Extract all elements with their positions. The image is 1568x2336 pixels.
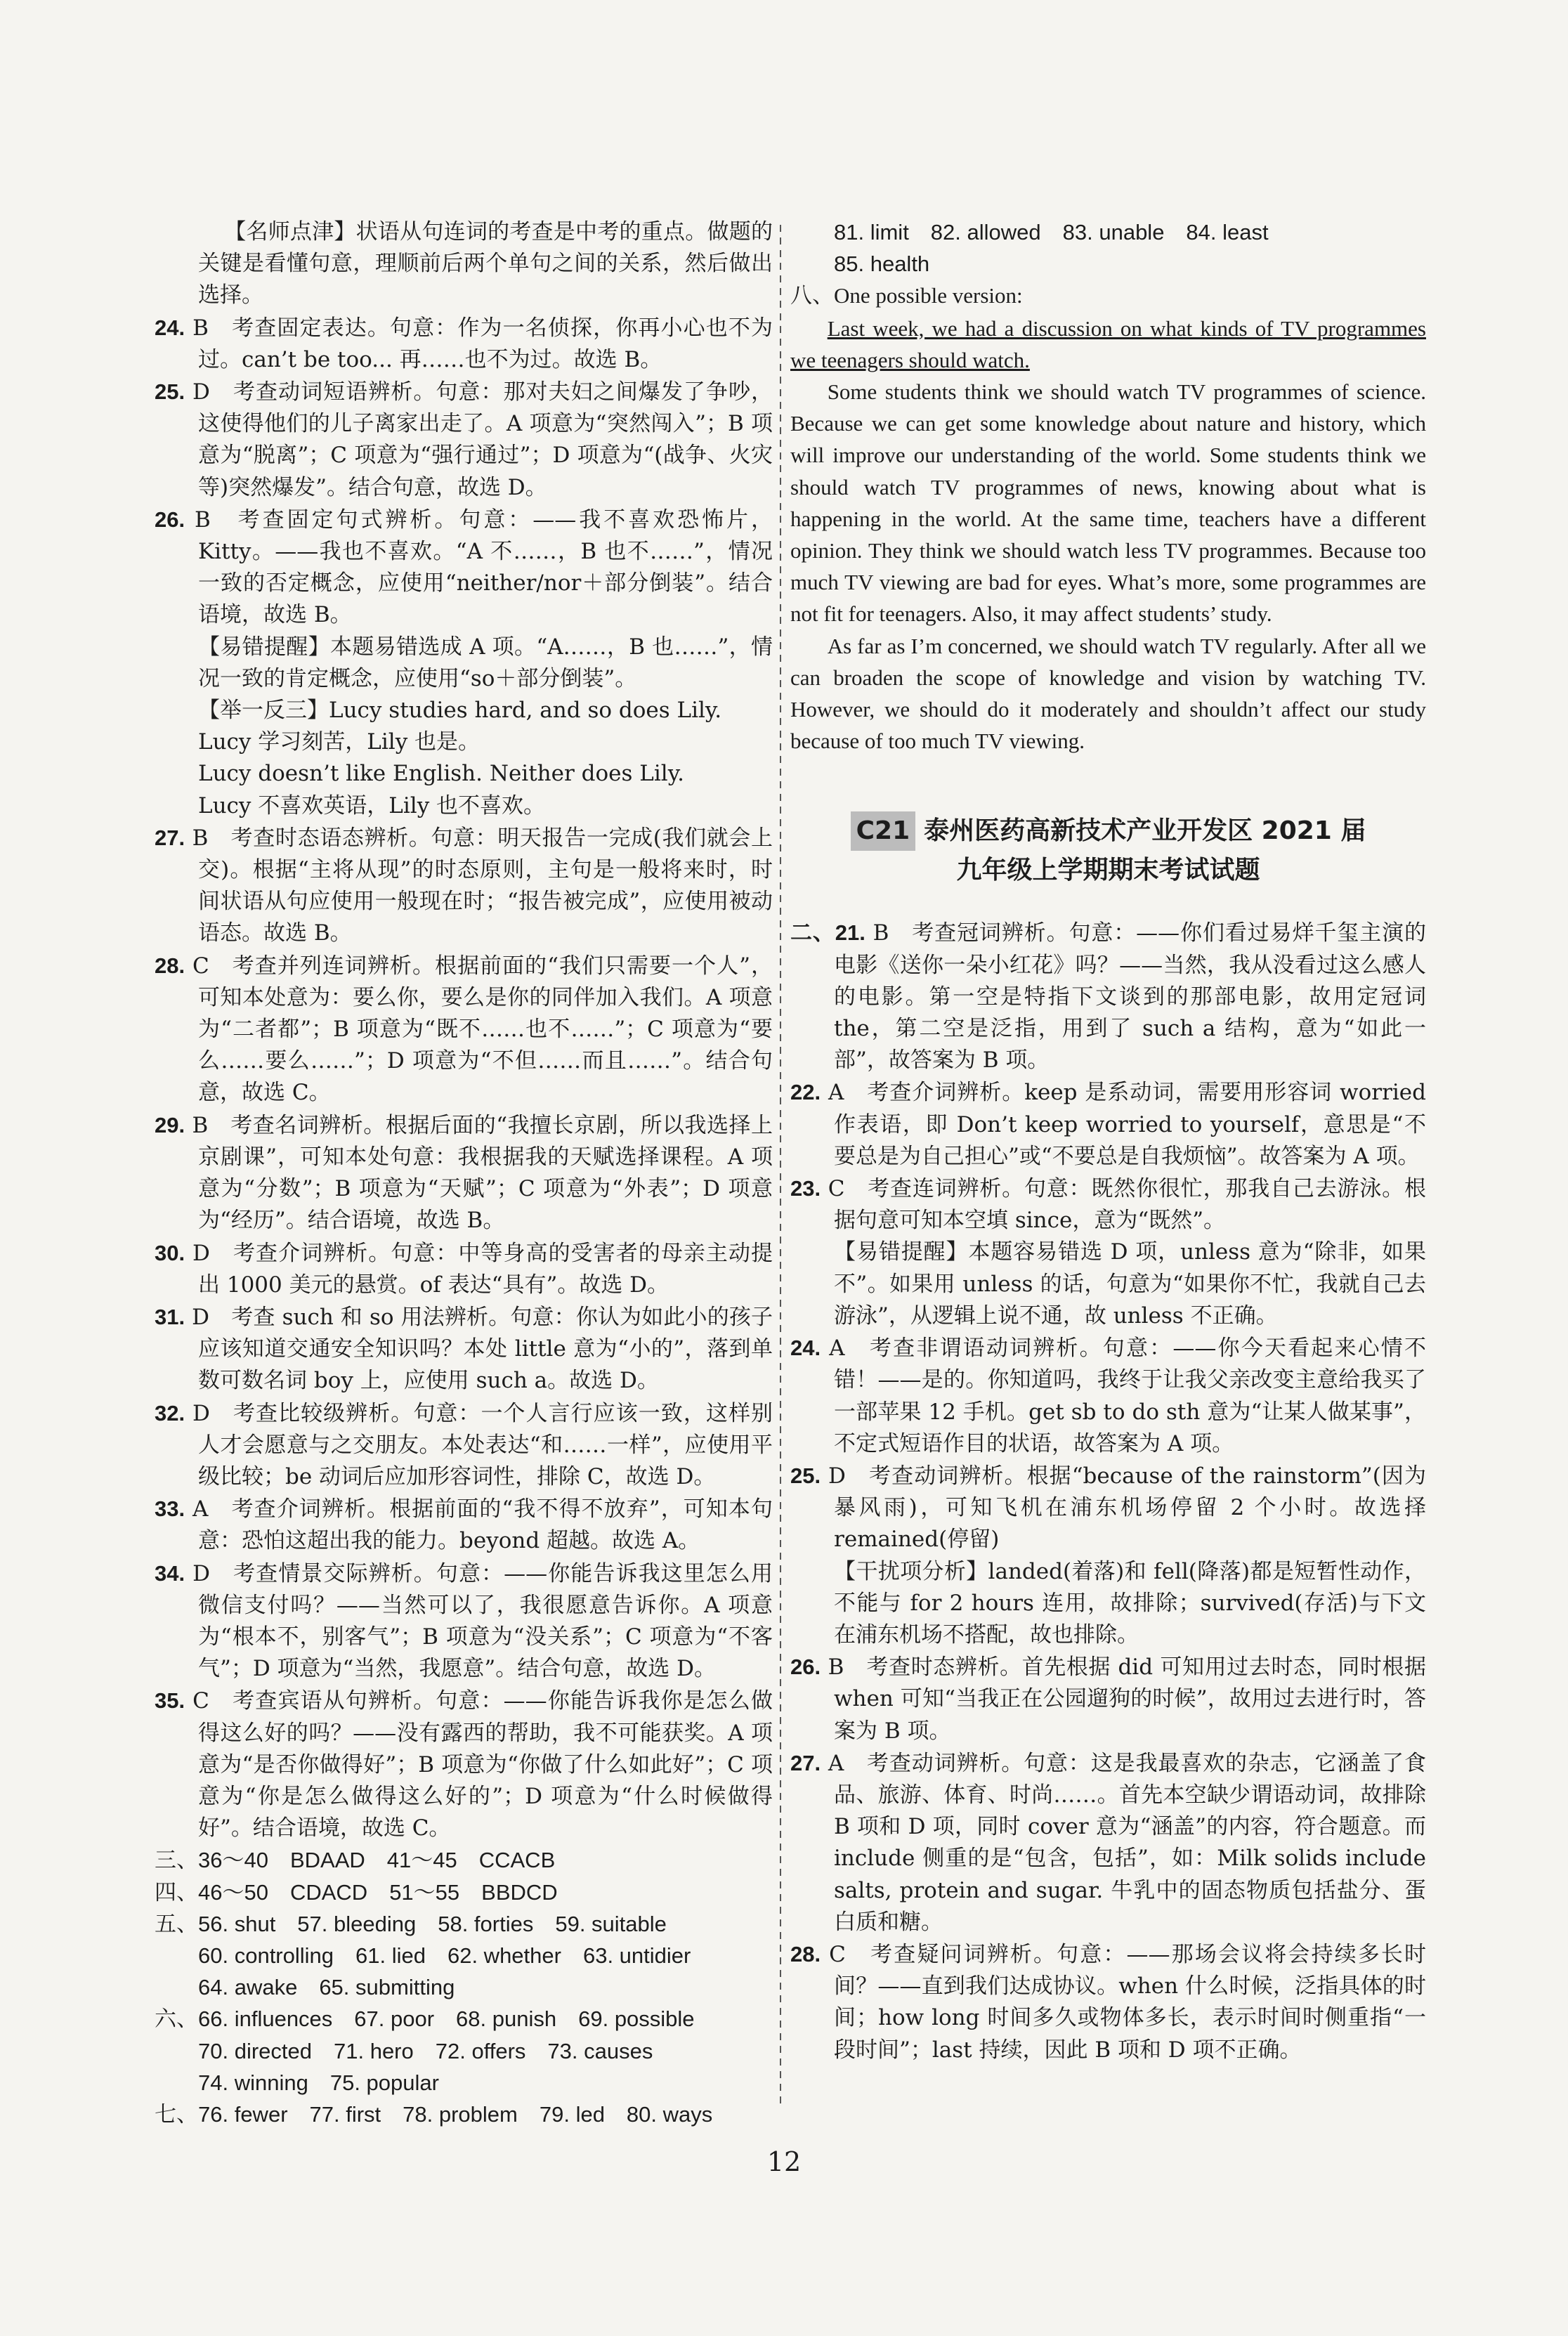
answer-item-30 — [155, 1237, 773, 1301]
example-line-1: Lucy 学习刻苦，Lily 也是。 — [198, 729, 481, 755]
answer-item-34 — [155, 1558, 773, 1685]
item-text: D 考查比较级辨析。句意：一个人言行应该一致，这样别人才会愿意与之交朋友。本处表达“和……一样”，应使用平级比较；be 动词后应加形容词性，排除 C，故选 D。 — [192, 1400, 773, 1489]
teacher-tip: 【名师点津】状语从句连词的考查是中考的重点。做题的关键是看懂句意，理顺前后两个单句之间的关系，然后做出选择。 — [198, 219, 773, 308]
item-text: A 考查介词辨析。keep 是系动词，需要用形容词 worried 作表语，即 Don’t keep worried to yourself，意思是“不要总是为自己担心”或“不要总是自我烦恼”。故答案为 A 项。 — [828, 1080, 1426, 1169]
section-line: 66. influences 67. poor 68. punish 69. possible — [198, 2007, 695, 2032]
item-text: A 考查非谓语动词辨析。句意：——你今天看起来心情不错！——是的。你知道吗，我终于让我父亲改变主意给我买了一部苹果 12 手机。get sb to do sth 意为“让某人做某事”，不定式短语作目的状语，故答案为 A 项。 — [829, 1336, 1426, 1456]
answer-item-24 — [155, 312, 773, 376]
answer-item-32 — [155, 1397, 773, 1494]
distractor-tip-25: 【干扰项分析】landed(着落)和 fell(降落)都是短暂性动作，不能与 for 2 hours 连用，故排除；survived(存活)与下文在浦东机场不搭配，故也排除。 — [834, 1558, 1426, 1647]
example-tip-26: 【举一反三】Lucy studies hard, and so does Lily. — [198, 698, 722, 724]
section-text: 36～40 BDAAD 41～45 CCACB — [198, 1848, 556, 1873]
section-5-line-3: 64. awake 65. submitting — [198, 1975, 455, 2000]
item-number: 26. — [790, 1655, 821, 1680]
item-number: 23. — [790, 1176, 821, 1201]
section-label: 七、 — [155, 2101, 198, 2127]
item-text: C 考查并列连词辨析。根据前面的“我们只需要一个人”，可知本处意为：要么你，要么是你的同伴加入我们。A 项意为“二者都”；B 项意为“既不……也不……”；C 项意为“要么……要么……”；D 项意为“不但……而且……”。结合句意，故选 C。 — [192, 953, 773, 1106]
item-text: B 考查固定句式辨析。句意：——我不喜欢恐怖片，Kitty。——我也不喜欢。“A 不……，B 也不……”，情况一致的否定概念，应使用“neither/nor＋部分倒装”。结合语境，故选 B。 — [194, 507, 773, 628]
section-6-line-3: 74. winning 75. popular — [198, 2070, 439, 2095]
item-text: B 考查时态语态辨析。句意：明天报告一完成(我们就会上交)。根据“主将从现”的时态原则，主句是一般将来时，时间状语从句应使用一般现在时；“报告被完成”，应使用被动语态。故选 B。 — [192, 825, 773, 946]
answer-item-31 — [155, 1301, 773, 1397]
error-tip-26: 【易错提醒】本题易错选成 A 项。“A……，B 也……”，情况一致的肯定概念，应使用“so＋部分倒装”。 — [198, 634, 773, 691]
example-line-3: Lucy 不喜欢英语，Lily 也不喜欢。 — [198, 792, 546, 818]
item-text: A 考查介词辨析。根据前面的“我不得不放弃”，可知本句意：恐怕这超出我的能力。beyond 超越。故选 A。 — [192, 1496, 773, 1554]
item-number: 27. — [790, 1750, 821, 1775]
item-text: B 考查时态辨析。首先根据 did 可知用过去时态，同时根据 when 可知“当我正在公园遛狗的时候”，故用过去进行时，答案为 B 项。 — [828, 1655, 1426, 1744]
item-text: C 考查宾语从句辨析。句意：——你能告诉我你是怎么做得这么好的吗？——没有露西的帮助，我不可能获奖。A 项意为“是否你做得好”；B 项意为“你做了什么如此好”；C 项意为“你是怎么做得这么好的”；D 项意为“什么时候做得好”。结合语境，故选 C。 — [192, 1688, 773, 1841]
section-label: 四、 — [155, 1879, 198, 1905]
section-label: 六、 — [155, 2007, 198, 2032]
exam-title-line-2: 九年级上学期期末考试试题 — [956, 856, 1260, 885]
section-line: 76. fewer 77. first 78. problem 79. led 80. ways — [198, 2101, 713, 2127]
item-number: 二、21. — [790, 920, 865, 946]
answer-item-21 — [790, 917, 1426, 1076]
error-tip-23: 【易错提醒】本题容易错选 D 项，unless 意为“除非，如果不”。如果用 unless 的话，句意为“如果你不忙，我就自己去游泳”，从逻辑上说不通，故 unless 不正确。 — [834, 1239, 1426, 1329]
item-number: 34. — [155, 1560, 185, 1586]
page-number: 12 — [766, 2146, 802, 2177]
item-number: 27. — [155, 825, 185, 850]
answer-item-26 — [155, 504, 773, 632]
section-5-answers — [155, 1908, 773, 1940]
section-line: 56. shut 57. bleeding 58. forties 59. suitable — [198, 1911, 667, 1936]
answer-item-23 — [790, 1173, 1426, 1236]
item-number: 25. — [790, 1463, 821, 1488]
item-number: 35. — [155, 1688, 185, 1714]
essay-paragraph-2: Some students think we should watch TV programmes of science. Because we can get some knowledge about nature and history, which will improve our understanding of the world. Some students think we should watch TV programmes of news, knowing about what is happening in the world. At the same time, teachers have a different opinion. They think we should watch less TV programmes. Because too much TV viewing are bad for eyes. What’s more, some programmes are not fit for teenagers. Also, it may affect students’ study. — [790, 379, 1426, 627]
item-text: C 考查疑问词辨析。句意：——那场会议将会持续多长时间？——直到我们达成协议。when 什么时候，泛指具体的时间；how long 时间多久或物体多长，表示时间时侧重指“一段时间”；last 持续，因此 B 项和 D 项不正确。 — [829, 1941, 1427, 2063]
item-number: 24. — [790, 1336, 821, 1361]
section-label: 五、 — [155, 1911, 198, 1936]
item-number: 28. — [155, 953, 185, 978]
answer-item-25-right — [790, 1460, 1426, 1556]
item-number: 25. — [155, 379, 185, 405]
section-6-answers — [155, 2003, 773, 2035]
section-7-answers — [155, 2099, 773, 2130]
section-text: 46～50 CDACD 51～55 BBDCD — [198, 1879, 558, 1905]
item-text: D 考查动词短语辨析。句意：那对夫妇之间爆发了争吵，这使得他们的儿子离家出走了。A 项意为“突然闯入”；B 项意为“脱离”；C 项意为“强行通过”；D 项意为“(战争、火灾等)突然爆发”。结合句意，故选 D。 — [192, 379, 773, 500]
example-line-2: Lucy doesn’t like English. Neither does Lily. — [198, 761, 684, 787]
section-7-line-2: 81. limit 82. allowed 83. unable 84. least — [834, 220, 1269, 244]
exam-title-line-1 — [790, 811, 1426, 851]
item-number: 24. — [155, 315, 185, 340]
section-5-line-2: 60. controlling 61. lied 62. whether 63. untidier — [198, 1943, 691, 1968]
answer-item-35 — [155, 1685, 773, 1844]
column-divider — [780, 225, 781, 2108]
answer-item-33 — [155, 1493, 773, 1557]
essay-first-sentence: Last week, we had a discussion on what kinds of TV programmes we teenagers should watch. — [790, 315, 1426, 372]
item-text: D 考查情景交际辨析。句意：——你能告诉我这里怎么用微信支付吗？——当然可以了，我很愿意告诉你。A 项意为“根本不，别客气”；B 项意为“没关系”；C 项意为“不客气”；D 项意为“当然，我愿意”。结合句意，故选 D。 — [192, 1560, 773, 1682]
section-3-answers — [155, 1844, 773, 1876]
section-label: 三、 — [155, 1848, 198, 1873]
item-number: 33. — [155, 1496, 185, 1522]
answer-item-22 — [790, 1076, 1426, 1173]
answer-item-25 — [155, 376, 773, 504]
item-text: D 考查介词辨析。句意：中等身高的受害者的母亲主动提出 1000 美元的悬赏。of 表达“具有”。故选 D。 — [192, 1240, 773, 1298]
section-6-line-2: 70. directed 71. hero 72. offers 73. causes — [198, 2038, 653, 2063]
item-text: A 考查动词辨析。句意：这是我最喜欢的杂志，它涵盖了食品、旅游、体育、时尚……。首先本空缺少谓语动词，故排除 B 项和 D 项，同时 cover 意为“涵盖”的内容，符合题意。而 include 侧重的是“包含，包括”，如：Milk solids include salts, protein and sugar. 牛乳中的固态物质包括盐分、蛋白质和糖。 — [828, 1750, 1426, 1935]
section-text: One possible version: — [834, 283, 1023, 308]
item-text: B 考查名词辨析。根据后面的“我擅长京剧，所以我选择上京剧课”，可知本处句意：我根据我的天赋选择课程。A 项意为“分数”；B 项意为“天赋”；C 项意为“外表”；D 项意为“经历”。结合语境，故选 B。 — [192, 1112, 773, 1234]
section-4-answers — [155, 1877, 773, 1908]
item-text: D 考查 such 和 so 用法辨析。句意：你认为如此小的孩子应该知道交通安全知识吗？本处 little 意为“小的”，落到单数可数名词 boy 上，应使用 such a。故选 D。 — [192, 1304, 773, 1394]
item-text: C 考查连词辨析。句意：既然你很忙，那我自己去游泳。根据句意可知本空填 since，意为“既然”。 — [828, 1176, 1426, 1234]
answer-item-29 — [155, 1109, 773, 1237]
item-text: D 考查动词辨析。根据“because of the rainstorm”(因为暴风雨)，可知飞机在浦东机场停留 2 个小时。故选择 remained(停留) — [828, 1463, 1426, 1553]
sample-essay — [790, 313, 1426, 757]
item-number: 30. — [155, 1240, 185, 1265]
answer-item-26-right — [790, 1651, 1426, 1747]
right-column — [790, 216, 1426, 2066]
item-text: B 考查冠词辨析。句意：——你们看过易烊千玺主演的电影《送你一朵小红花》吗？——当然，我从没看过这么感人的电影。第一空是特指下文谈到的那部电影，故用定冠词 the，第二空是泛指，用到了 such a 结构，意为“如此一部”，故答案为 B 项。 — [834, 920, 1426, 1074]
item-number: 22. — [790, 1080, 821, 1105]
answer-item-27 — [155, 822, 773, 950]
item-text: B 考查固定表达。句意：作为一名侦探，你再小心也不为过。can’t be too... 再……也不为过。故选 B。 — [192, 315, 773, 372]
item-number: 26. — [155, 507, 185, 532]
section-8-header — [790, 280, 1426, 312]
item-number: 32. — [155, 1400, 185, 1425]
exam-code-badge: C21 — [851, 811, 916, 851]
answer-item-27-right — [790, 1747, 1426, 1938]
item-number: 28. — [790, 1941, 821, 1966]
answer-item-24-right — [790, 1332, 1426, 1460]
answer-item-28-right — [790, 1938, 1426, 2066]
essay-paragraph-3: As far as I’m concerned, we should watch TV regularly. After all we can broaden the scope of knowledge and vision by watching TV. However, we should do it moderately and shouldn’t affect our study because of too much TV viewing. — [790, 633, 1426, 754]
section-7-line-3: 85. health — [834, 252, 930, 277]
item-number: 29. — [155, 1112, 185, 1137]
item-number: 31. — [155, 1304, 185, 1329]
answer-item-28 — [155, 950, 773, 1109]
exam-title-text-1: 泰州医药高新技术产业开发区 2021 届 — [924, 816, 1366, 846]
section-label: 八、 — [790, 283, 834, 309]
exam-title — [790, 811, 1426, 890]
left-column — [155, 216, 773, 2130]
